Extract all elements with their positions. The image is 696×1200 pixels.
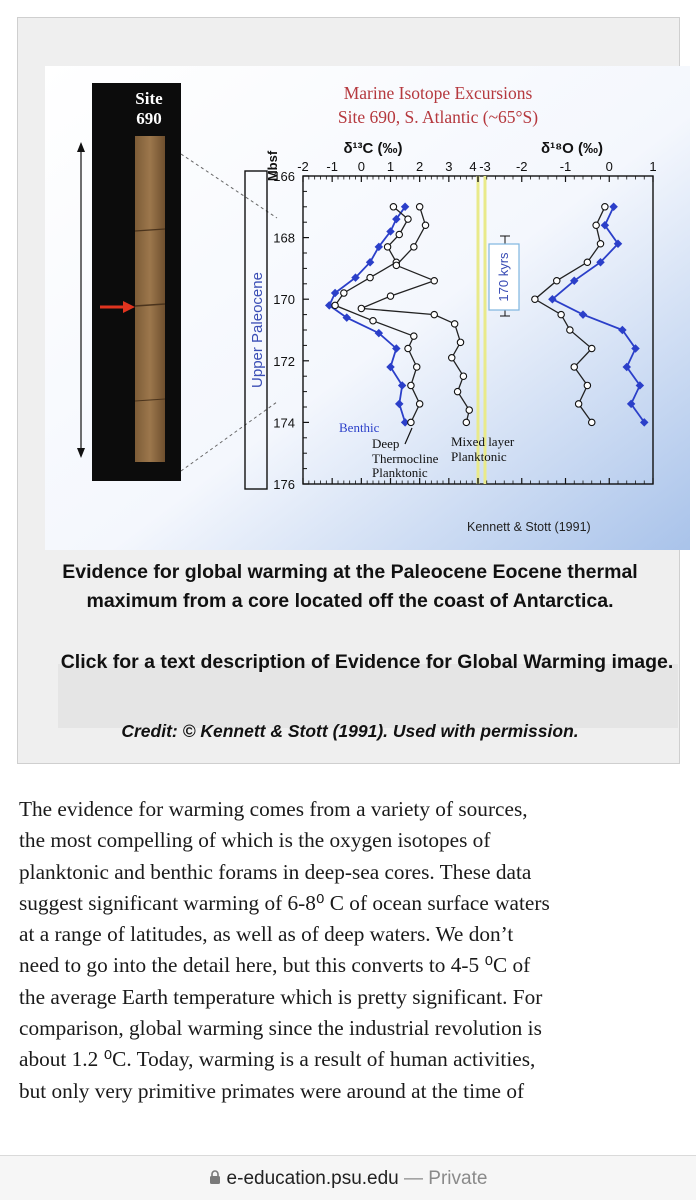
lock-icon	[209, 1169, 221, 1191]
body-line: at a range of latitudes, as well as of deep waters. We don’t	[19, 922, 514, 947]
body-line: suggest significant warming of 6-8⁰ C of ocean surface waters	[19, 890, 550, 915]
d13c-point	[414, 364, 420, 370]
url-text[interactable]: e-education.psu.edu	[226, 1168, 399, 1189]
browser-address-bar[interactable]	[0, 1155, 696, 1200]
x-tick-label: 0	[605, 159, 613, 174]
d13c-point	[408, 382, 414, 388]
label-deep: Deep	[372, 436, 400, 451]
d13c-point	[451, 321, 457, 327]
body-line: the average Earth temperature which is pretty significant. For	[19, 984, 543, 1009]
d13c-point	[408, 419, 414, 425]
text-description-link[interactable]: Click for a text description of Evidence for Global Warming image.	[60, 651, 674, 673]
d18o-point	[584, 259, 590, 265]
d18o-point	[575, 401, 581, 407]
site-number: 690	[136, 109, 162, 128]
y-tick-label: 170	[273, 292, 295, 308]
d13c-point	[411, 244, 417, 250]
y-tick-label: 172	[273, 353, 295, 369]
d13c-axis-label: δ¹³C (‰)	[343, 140, 403, 157]
depth-axis-label: Mbsf	[265, 150, 280, 182]
d18o-point	[593, 222, 599, 228]
x-tick-label: 1	[649, 159, 657, 174]
figure-subtitle: Site 690, S. Atlantic (~65°S)	[337, 107, 539, 127]
d18o-point	[571, 364, 577, 370]
article-body	[19, 794, 689, 1107]
label-mixed-layer: Mixed layer	[451, 434, 515, 449]
d13c-point	[449, 355, 455, 361]
x-tick-label: 4	[469, 159, 477, 174]
x-tick-label: 0	[357, 159, 365, 174]
d18o-point	[584, 382, 590, 388]
d13c-point	[463, 419, 469, 425]
y-tick-label: 166	[273, 169, 295, 184]
d13c-point	[358, 305, 364, 311]
x-tick-label: 3	[445, 159, 453, 174]
y-tick-label: 176	[273, 477, 295, 492]
body-line: planktonic and benthic forams in deep-sea cores. These data	[19, 859, 532, 884]
d13c-point	[454, 388, 460, 394]
x-tick-label: 1	[386, 159, 395, 174]
d13c-point	[332, 302, 338, 308]
private-label: Private	[428, 1168, 488, 1189]
x-tick-label: -3	[479, 159, 491, 174]
duration-label: 170 kyrs	[496, 252, 511, 302]
body-line: comparison, global warming since the industrial revolution is	[19, 1016, 542, 1041]
body-line: need to go into the detail here, but this converts to 4-5 ⁰C of	[19, 953, 531, 978]
label-mixed-planktonic: Planktonic	[451, 449, 507, 464]
d18o-point	[567, 327, 573, 333]
x-tick-label: -2	[297, 159, 309, 174]
y-tick-label: 168	[273, 230, 295, 246]
x-tick-label: -2	[515, 159, 528, 174]
d18o-axis-label: δ¹⁸O (‰)	[540, 140, 604, 157]
isotope-figure-image[interactable]	[45, 66, 690, 550]
label-thermocline: Thermocline	[372, 451, 439, 466]
x-tick-label: 2	[416, 159, 424, 174]
d18o-point	[558, 311, 564, 317]
d13c-point	[405, 216, 411, 222]
label-benthic: Benthic	[339, 420, 380, 435]
d18o-point	[589, 419, 595, 425]
upper-paleocene-label: Upper Paleocene	[249, 272, 266, 388]
d18o-point	[602, 204, 608, 210]
d13c-point	[460, 373, 466, 379]
address-display[interactable]	[0, 1168, 696, 1191]
x-tick-label: -1	[559, 159, 572, 174]
x-tick-label: -1	[326, 159, 338, 174]
figure-inline-credit: Kennett & Stott (1991)	[467, 520, 591, 534]
d13c-point	[384, 244, 390, 250]
body-line: about 1.2 ⁰C. Today, warming is a result of human activities,	[19, 1047, 536, 1072]
y-tick-label: 174	[273, 415, 295, 431]
d18o-point	[532, 296, 538, 302]
d13c-point	[393, 262, 399, 268]
d18o-point	[589, 345, 595, 351]
d13c-point	[422, 222, 428, 228]
body-line: The evidence for warming comes from a variety of sources,	[19, 797, 528, 821]
label-planktonic: Planktonic	[372, 465, 428, 480]
d13c-point	[396, 231, 402, 237]
figure-credit: Credit: © Kennett & Stott (1991). Used with permission.	[121, 721, 579, 741]
d13c-point	[370, 318, 376, 324]
d13c-point	[405, 345, 411, 351]
d13c-point	[431, 311, 437, 317]
core-sample	[135, 136, 165, 462]
d18o-point	[597, 241, 603, 247]
d13c-point	[416, 401, 422, 407]
d13c-point	[387, 293, 393, 299]
body-line: the most compelling of which is the oxygen isotopes of	[19, 828, 491, 853]
site-label: Site	[135, 89, 163, 108]
figure-title: Marine Isotope Excursions	[343, 83, 533, 103]
d13c-point	[390, 204, 396, 210]
figure-caption: Evidence for global warming at the Paleocene Eocene thermal maximum from a core located off the coast of Antarctica.	[62, 561, 638, 612]
d13c-point	[367, 274, 373, 280]
d13c-point	[341, 290, 347, 296]
d18o-point	[554, 278, 560, 284]
body-line: but only very primitive primates were around at the time of	[19, 1078, 525, 1103]
url-separator: —	[398, 1168, 429, 1189]
d13c-point	[416, 204, 422, 210]
d13c-point	[457, 339, 463, 345]
d13c-point	[466, 407, 472, 413]
d13c-point	[431, 278, 437, 284]
d13c-point	[411, 333, 417, 339]
